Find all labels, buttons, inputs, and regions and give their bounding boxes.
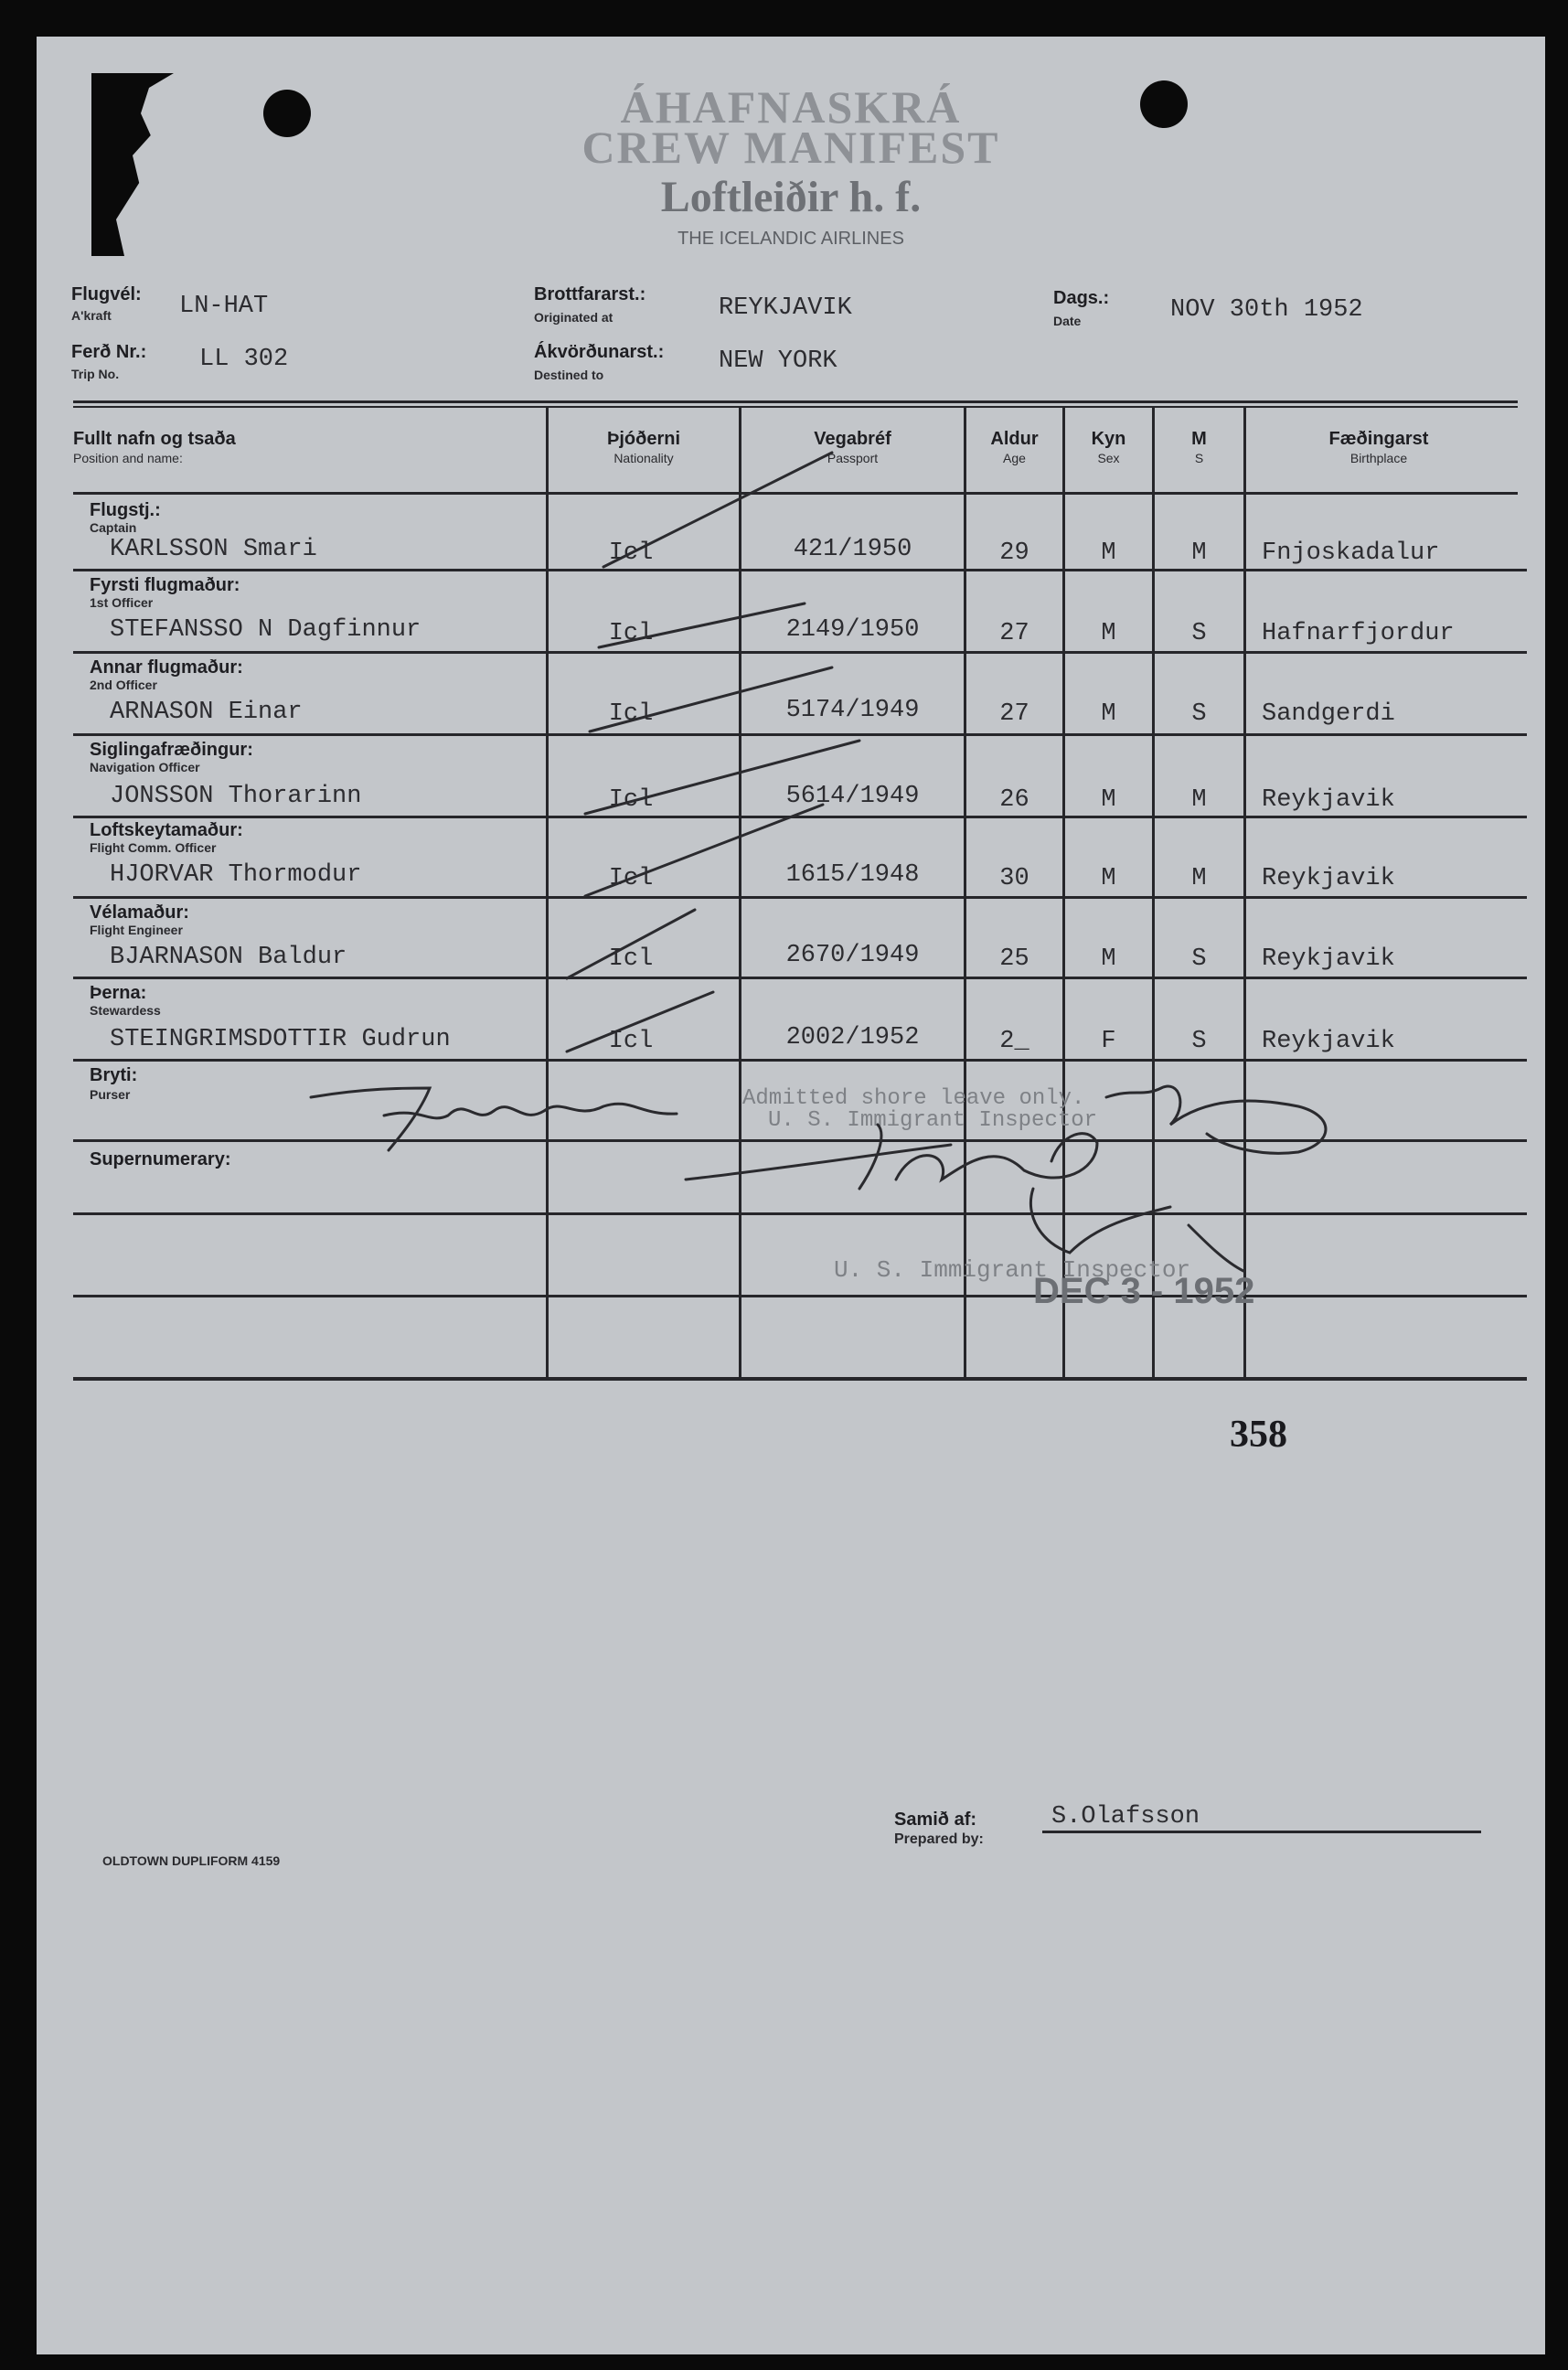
date-sublabel: Date (1053, 314, 1082, 328)
origin-value: REYKJAVIK (719, 294, 852, 322)
crew-sex: M (1101, 865, 1116, 892)
destination-label: Ákvörðunarst.: (534, 342, 665, 362)
crew-age: 30 (999, 865, 1029, 892)
check-stroke (567, 910, 695, 978)
check-stroke (585, 805, 823, 896)
crew-nationality: Icl (608, 620, 654, 647)
crew-nationality: Icl (608, 945, 654, 973)
prepared-by-value: S.Olafsson (1051, 1803, 1200, 1831)
crew-passport: 5614/1949 (785, 783, 920, 810)
form-id: OLDTOWN DUPLIFORM 4159 (102, 1853, 281, 1868)
crew-passport: 421/1950 (793, 536, 912, 563)
crew-age: 29 (999, 539, 1029, 567)
destination-sublabel: Destined to (534, 368, 604, 382)
col-header-marital: M S (1191, 429, 1207, 465)
check-stroke (603, 453, 832, 567)
crew-birthplace: Hafnarfjordur (1262, 620, 1455, 647)
crew-marital: S (1191, 945, 1207, 973)
trip-sublabel: Trip No. (71, 367, 120, 381)
crew-passport: 1615/1948 (785, 861, 920, 889)
crew-birthplace: Reykjavik (1262, 786, 1395, 814)
aircraft-value: LN-HAT (179, 293, 269, 320)
crew-age: 27 (999, 700, 1029, 728)
position-sublabel: Stewardess (90, 1003, 161, 1018)
prepared-label: Samið af: (894, 1810, 977, 1830)
aircraft-sublabel: A'kraft (71, 308, 112, 323)
crew-marital: M (1191, 786, 1207, 814)
page-number: 358 (1230, 1414, 1287, 1456)
crew-marital: S (1191, 700, 1207, 728)
crew-nationality: Icl (608, 786, 654, 814)
crew-marital: S (1191, 1028, 1207, 1055)
crew-passport: 2670/1949 (785, 942, 920, 969)
crew-birthplace: Reykjavik (1262, 1028, 1395, 1055)
inspector-stamp-2: U. S. Immigrant Inspector (834, 1256, 1191, 1284)
position-label: Vélamaður: (90, 902, 189, 923)
position-sublabel: 1st Officer (90, 595, 154, 610)
date-label: Dags.: (1053, 288, 1110, 308)
title-company: Loftleiðir h. f. (660, 173, 922, 221)
title-airline: THE ICELANDIC AIRLINES (677, 229, 904, 249)
trip-value: LL 302 (199, 346, 289, 373)
check-stroke (599, 603, 805, 647)
crew-marital: M (1191, 539, 1207, 567)
signature-mark (1030, 1189, 1243, 1271)
crew-sex: M (1101, 700, 1116, 728)
supernumerary-label: Supernumerary: (90, 1149, 231, 1169)
crew-sex: M (1101, 945, 1116, 973)
crew-age: 25 (999, 945, 1029, 973)
crew-sex: F (1101, 1028, 1116, 1055)
position-sublabel: 2nd Officer (90, 678, 157, 692)
check-stroke (567, 992, 713, 1052)
crew-marital: S (1191, 620, 1207, 647)
admitted-stamp: Admitted shore leave only. (742, 1086, 1085, 1111)
title-crew-manifest: CREW MANIFEST (581, 122, 1000, 173)
col-header-name: Fullt nafn og tsaða Position and name: (73, 429, 236, 465)
date-value: NOV 30th 1952 (1170, 296, 1363, 324)
crew-sex: M (1101, 620, 1116, 647)
origin-sublabel: Originated at (534, 310, 613, 325)
position-label: Siglingafræðingur: (90, 740, 253, 760)
crew-name: KARLSSON Smari (110, 536, 317, 563)
crew-name: BJARNASON Baldur (110, 944, 347, 971)
crew-birthplace: Fnjoskadalur (1262, 539, 1440, 567)
crew-nationality: Icl (608, 700, 654, 728)
position-label: Flugstj.: (90, 500, 161, 520)
date-stamp: DEC 3 - 1952 (1033, 1271, 1255, 1311)
position-sublabel: Flight Comm. Officer (90, 840, 217, 855)
col-header-sex: Kyn Sex (1091, 429, 1126, 465)
crew-name: HJORVAR Thormodur (110, 861, 362, 889)
crew-passport: 5174/1949 (785, 697, 920, 724)
crew-passport: 2002/1952 (785, 1024, 920, 1052)
check-stroke (585, 741, 859, 814)
signature-mark (1106, 1086, 1326, 1153)
origin-label: Brottfararst.: (534, 284, 646, 304)
crew-passport: 2149/1950 (785, 616, 920, 644)
col-header-passport: Vegabréf Passport (814, 429, 891, 465)
crew-name: JONSSON Thorarinn (110, 783, 362, 810)
crew-age: 26 (999, 786, 1029, 814)
destination-value: NEW YORK (719, 347, 837, 375)
crew-birthplace: Sandgerdi (1262, 700, 1395, 728)
position-sublabel: Flight Engineer (90, 923, 183, 937)
annotation-overlay (37, 37, 1545, 1408)
manifest-sheet (37, 37, 1545, 2354)
crew-name: STEINGRIMSDOTTIR Gudrun (110, 1026, 451, 1053)
position-label: Fyrsti flugmaður: (90, 575, 240, 595)
col-header-nationality: Þjóðerni Nationality (606, 429, 680, 465)
crew-nationality: Icl (608, 1028, 654, 1055)
prepared-sublabel: Prepared by: (894, 1831, 984, 1847)
crew-birthplace: Reykjavik (1262, 865, 1395, 892)
crew-name: STEFANSSO N Dagfinnur (110, 616, 421, 644)
position-label: Loftskeytamaður: (90, 820, 243, 840)
col-header-age: Aldur Age (990, 429, 1039, 465)
signature-mark (311, 1088, 677, 1150)
crew-nationality: Icl (608, 539, 654, 567)
aircraft-label: Flugvél: (71, 284, 142, 304)
position-sublabel: Captain (90, 520, 137, 535)
prepared-underline (1042, 1831, 1481, 1833)
trip-label: Ferð Nr.: (71, 342, 147, 362)
position-label: Annar flugmaður: (90, 657, 243, 678)
col-header-birthplace: Fæðingarst Birthplace (1328, 429, 1429, 465)
purser-label: Bryti: (90, 1065, 138, 1085)
purser-sublabel: Purser (90, 1087, 131, 1102)
title-icelandic: ÁHAFNASKRÁ (620, 81, 962, 133)
check-stroke (590, 667, 832, 731)
crew-age: 2_ (999, 1028, 1029, 1055)
crew-sex: M (1101, 786, 1116, 814)
crew-sex: M (1101, 539, 1116, 567)
crew-marital: M (1191, 865, 1207, 892)
inspector-stamp-1: U. S. Immigrant Inspector (768, 1108, 1098, 1133)
crew-age: 27 (999, 620, 1029, 647)
crew-birthplace: Reykjavik (1262, 945, 1395, 973)
position-sublabel: Navigation Officer (90, 760, 200, 774)
signature-mark (686, 1125, 1097, 1189)
crew-name: ARNASON Einar (110, 699, 303, 726)
crew-nationality: Icl (608, 865, 654, 892)
position-label: Þerna: (90, 983, 147, 1003)
